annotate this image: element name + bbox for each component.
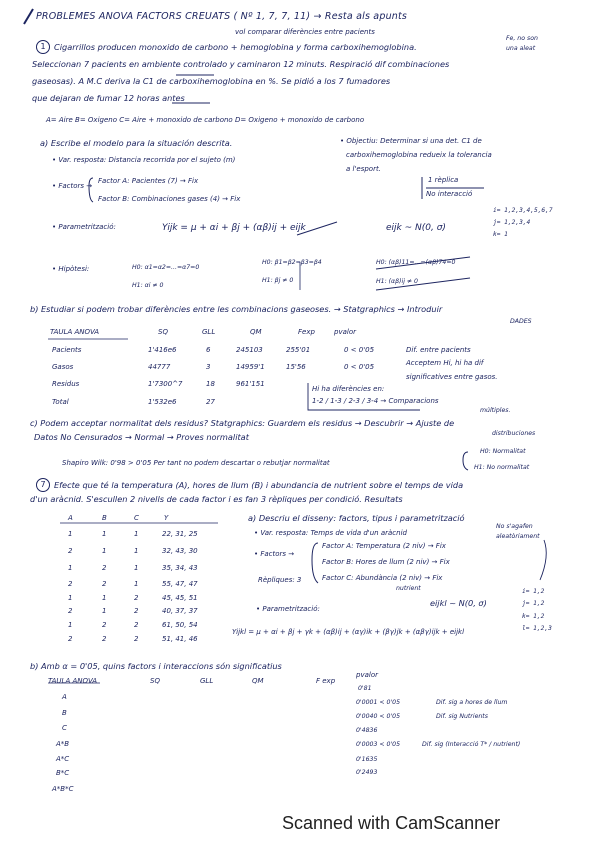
p1-anova-col-qm: QM (250, 328, 262, 336)
anova-cell: 0'1635 (356, 756, 378, 763)
p1-anova-col-gll: GLL (202, 328, 216, 336)
p1-box-replica: 1 rèplica (428, 176, 459, 184)
cell: 2 (102, 621, 107, 629)
anova-cell: significatives entre gasos. (406, 373, 498, 381)
cell: 51, 41, 46 (162, 635, 198, 643)
p7-anova-col-gll: GLL (200, 677, 214, 685)
cell: 32, 43, 30 (162, 547, 198, 555)
cell: 2 (102, 635, 107, 643)
p1-h0-interaction: H0: (αβ)11=...=(αβ)74=0 (376, 259, 456, 266)
anova-cell: Dif. sig (Interacció T* / nutrient) (422, 741, 521, 748)
p7-factor-c-sub: nutrient (396, 585, 421, 592)
anova-cell: A*B (56, 740, 70, 748)
cell: 1 (102, 530, 107, 538)
p7-error-distribution: eijkl ~ N(0, σ) (430, 598, 487, 608)
p7-col-c: C (134, 514, 139, 522)
anova-cell: Total (52, 398, 69, 406)
p1-shapiro: Shapiro Wilk: 0'98 > 0'05 Per tant no podem descartar o rebutjar normalitat (62, 459, 330, 467)
p7-index-l: l= 1,2,3 (522, 625, 552, 632)
cell: 55, 47, 47 (162, 580, 198, 588)
p1-text-line-4: que dejaran de fumar 12 horas antes (32, 93, 185, 103)
cell: 1 (134, 547, 139, 555)
p1-conclusion-2: 1-2 / 1-3 / 2-3 / 3-4 → Comparacions (312, 397, 439, 405)
p1-objective-3: a l'esport. (346, 165, 381, 173)
p7-factor-a: Factor A: Temperatura (2 niv) → Fix (322, 542, 446, 550)
p1-conclusion-3: múltiples. (480, 407, 511, 414)
anova-cell: 0 < 0'05 (344, 346, 375, 354)
cell: 1 (68, 594, 73, 602)
anova-cell: 0'81 (358, 685, 372, 692)
cell: 1 (134, 564, 139, 572)
p1-part-b-dades: DADES (510, 318, 532, 325)
p7-note-no-random: No s'agafen aleatòriament (496, 523, 540, 540)
anova-cell: 44777 (148, 363, 171, 371)
p1-note-top: vol comparar diferències entre pacients (235, 28, 375, 36)
anova-cell: 1'7300^7 (148, 380, 183, 388)
p7-param-equation: Yijkl = μ + αi + βj + γk + (αβ)ij + (αγ)ik + (βγ)jk + (αβγ)ijk + eijkl (232, 628, 465, 636)
cell: 1 (134, 580, 139, 588)
p1-objective-1: • Objectiu: Determinar si una det. C1 de (340, 137, 482, 145)
cell: 61, 50, 54 (162, 621, 198, 629)
p1-h1-normality: H1: No normalitat (474, 464, 530, 471)
p1-text-line-3: gaseosas). A M.C deriva la C1 de carboxihemoglobina en %. Se pidió a los 7 fumadores (32, 76, 391, 86)
cell: 2 (68, 635, 73, 643)
p1-h1-interaction: H1: (αβ)ij ≠ 0 (376, 278, 418, 285)
p7-index-j: j= 1,2 (522, 600, 545, 607)
p1-part-c-3: distribuciones (492, 430, 536, 437)
p1-h1-alpha: H1: αi ≠ 0 (132, 282, 164, 289)
cell: 2 (102, 580, 107, 588)
anova-cell: 18 (206, 380, 215, 388)
cell: 35, 34, 43 (162, 564, 198, 572)
p1-h1-beta: H1: βj ≠ 0 (262, 277, 294, 284)
cell: 1 (102, 594, 107, 602)
p1-conclusion-1: Hi ha diferències en: (312, 385, 385, 393)
p1-factor-a: Factor A: Pacientes (7) → Fix (98, 177, 199, 185)
anova-cell: C (62, 724, 67, 732)
p7-part-a: a) Descriu el disseny: factors, tipus i parametrització (248, 513, 465, 523)
anova-cell: 0'0040 < 0'05 (356, 713, 401, 720)
anova-cell: Dif. sig a hores de llum (436, 699, 508, 706)
p7-number-badge: 7 (36, 478, 50, 492)
camscanner-footer: Scanned with CamScanner (282, 813, 501, 833)
cell: 2 (68, 607, 73, 615)
p7-index-k: k= 1,2 (522, 613, 545, 620)
p1-text-line-2: Seleccionan 7 pacients en ambiente controlado y caminaron 12 minuts. Respiració dif combinaciones (32, 59, 450, 69)
anova-cell: A*C (56, 755, 70, 763)
anova-cell: Dif. sig Nutrients (436, 713, 488, 720)
p7-anova-col-qm: QM (252, 677, 264, 685)
p1-anova-title: TAULA ANOVA (50, 328, 100, 336)
p7-text-line-1: Efecte que té la temperatura (A), hores de llum (B) i abundancia de nutrient sobre el temps de vida (54, 480, 464, 490)
anova-cell: 0 < 0'05 (344, 363, 375, 371)
cell: 1 (102, 547, 107, 555)
anova-cell: 27 (206, 398, 215, 406)
anova-cell: Gasos (52, 363, 74, 371)
cell: 1 (68, 530, 73, 538)
p1-param-label: • Parametrització: (52, 223, 116, 231)
p1-h0-alpha: H0: α1=α2=...=α7=0 (132, 264, 200, 271)
cell: 40, 37, 37 (162, 607, 198, 615)
cell: 2 (134, 635, 139, 643)
p1-part-a: a) Escribe el modelo para la situación descrita. (40, 138, 233, 148)
anova-cell: B*C (56, 769, 70, 777)
cell: 2 (134, 594, 139, 602)
p7-anova-col-pvalor: pvalor (356, 671, 378, 679)
p7-anova-title: TAULA ANOVA (48, 677, 98, 685)
anova-cell: A*B*C (52, 785, 74, 793)
cell: 22, 31, 25 (162, 530, 198, 538)
p7-part-b: b) Amb α = 0'05, quins factors i interaccions són significatius (30, 661, 282, 671)
p1-hypothesis-label: • Hipòtesi: (52, 265, 90, 273)
p7-col-a: A (68, 514, 73, 522)
anova-cell: 3 (206, 363, 211, 371)
p7-anova-col-sq: SQ (150, 677, 160, 685)
anova-cell: Dif. entre pacients (406, 346, 471, 354)
p1-factor-b: Factor B: Combinaciones gases (4) → Fix (98, 195, 241, 203)
p1-anova-col-fexp: Fexp (298, 328, 315, 336)
p7-param-label: • Parametrització: (256, 605, 320, 613)
p1-error-distribution: eijk ~ N(0, σ) (386, 223, 446, 233)
p7-factor-c: Factor C: Abundància (2 niv) → Fix (322, 574, 443, 582)
p1-objective-2: carboxihemoglobina redueix la tolerancia (346, 151, 492, 159)
cell: 1 (102, 607, 107, 615)
p7-col-y: Y (164, 514, 169, 522)
anova-cell: B (62, 709, 67, 717)
cell: 45, 45, 51 (162, 594, 198, 602)
p7-response-var: • Var. resposta: Temps de vida d'un aràcnid (254, 529, 407, 537)
anova-cell: 961'151 (236, 380, 265, 388)
p7-replicas: Rèpliques: 3 (258, 576, 302, 584)
anova-cell: A (62, 693, 67, 701)
cell: 1 (134, 530, 139, 538)
p1-index-k: k= 1 (493, 231, 508, 238)
anova-cell: Pacients (52, 346, 82, 354)
cell: 1 (68, 564, 73, 572)
p1-part-c-2: Datos No Censurados → Normal → Proves normalitat (34, 432, 249, 442)
cell: 1 (68, 621, 73, 629)
anova-cell: 1'416e6 (148, 346, 177, 354)
p1-number-badge: 1 (36, 40, 50, 54)
cell: 2 (102, 564, 107, 572)
anova-cell: 255'01 (286, 346, 311, 354)
anova-cell: 15'56 (286, 363, 306, 371)
anova-cell: 1'532e6 (148, 398, 177, 406)
p7-col-b: B (102, 514, 107, 522)
p1-index-j: j= 1,2,3,4 (493, 219, 531, 226)
anova-cell: 14959'1 (236, 363, 265, 371)
p1-text-line-1: Cigarrillos producen monoxido de carbono + hemoglobina y forma carboxihemoglobina. (54, 42, 417, 52)
anova-cell: 6 (206, 346, 211, 354)
p1-anova-col-sq: SQ (158, 328, 168, 336)
p7-factors-label: • Factors → (254, 550, 295, 558)
p1-index-i: i= 1,2,3,4,5,6,7 (493, 207, 553, 214)
anova-cell: 0'0003 < 0'05 (356, 741, 401, 748)
p7-text-line-2: d'un aràcnid. S'escullen 2 nivells de cada factor i es fan 3 rèpliques per condició. Resultats (30, 494, 403, 504)
anova-cell: Residus (52, 380, 80, 388)
p1-part-b: b) Estudiar si podem trobar diferències entre les combinacions gaseoses. → Statgraphics → Introduir (30, 304, 443, 314)
p1-box-no-interaction: No interacció (426, 190, 473, 198)
anova-cell: 245103 (236, 346, 263, 354)
cell: 2 (134, 607, 139, 615)
anova-cell: Acceptem Hi, hi ha dif (406, 359, 484, 367)
anova-cell: 0'2493 (356, 769, 378, 776)
p1-h0-beta: H0: β1=β2=β3=β4 (262, 259, 322, 266)
p1-h0-normality: H0: Normalitat (480, 448, 526, 455)
page-heading: PROBLEMES ANOVA FACTORS CREUATS ( Nº 1, 7, 7, 11) → Resta als apunts (36, 11, 408, 22)
p1-note-right: Fe, no son una aleat (506, 35, 538, 52)
p1-legend: A= Aire B= Oxigeno C= Aire + monoxido de carbono D= Oxigeno + monoxido de carbono (46, 116, 365, 124)
cell: 2 (68, 580, 73, 588)
anova-cell: 0'0001 < 0'05 (356, 699, 401, 706)
p7-anova-col-fexp: F exp (316, 677, 336, 685)
p1-param-equation: Yijk = μ + αi + βj + (αβ)ij + eijk (162, 223, 306, 233)
anova-cell: 0'4836 (356, 727, 378, 734)
p1-response-var: • Var. resposta: Distancia recorrida por el sujeto (m) (52, 156, 236, 164)
cell: 2 (134, 621, 139, 629)
p1-anova-col-pvalor: pvalor (334, 328, 356, 336)
cell: 2 (68, 547, 73, 555)
p7-factor-b: Factor B: Hores de llum (2 niv) → Fix (322, 558, 450, 566)
p7-index-i: i= 1,2 (522, 588, 545, 595)
p1-factors-label: • Factors → (52, 182, 93, 190)
p1-part-c: c) Podem acceptar normalitat dels residus? Statgraphics: Guardem els residus → Descubrir → Ajuste de (30, 418, 455, 428)
